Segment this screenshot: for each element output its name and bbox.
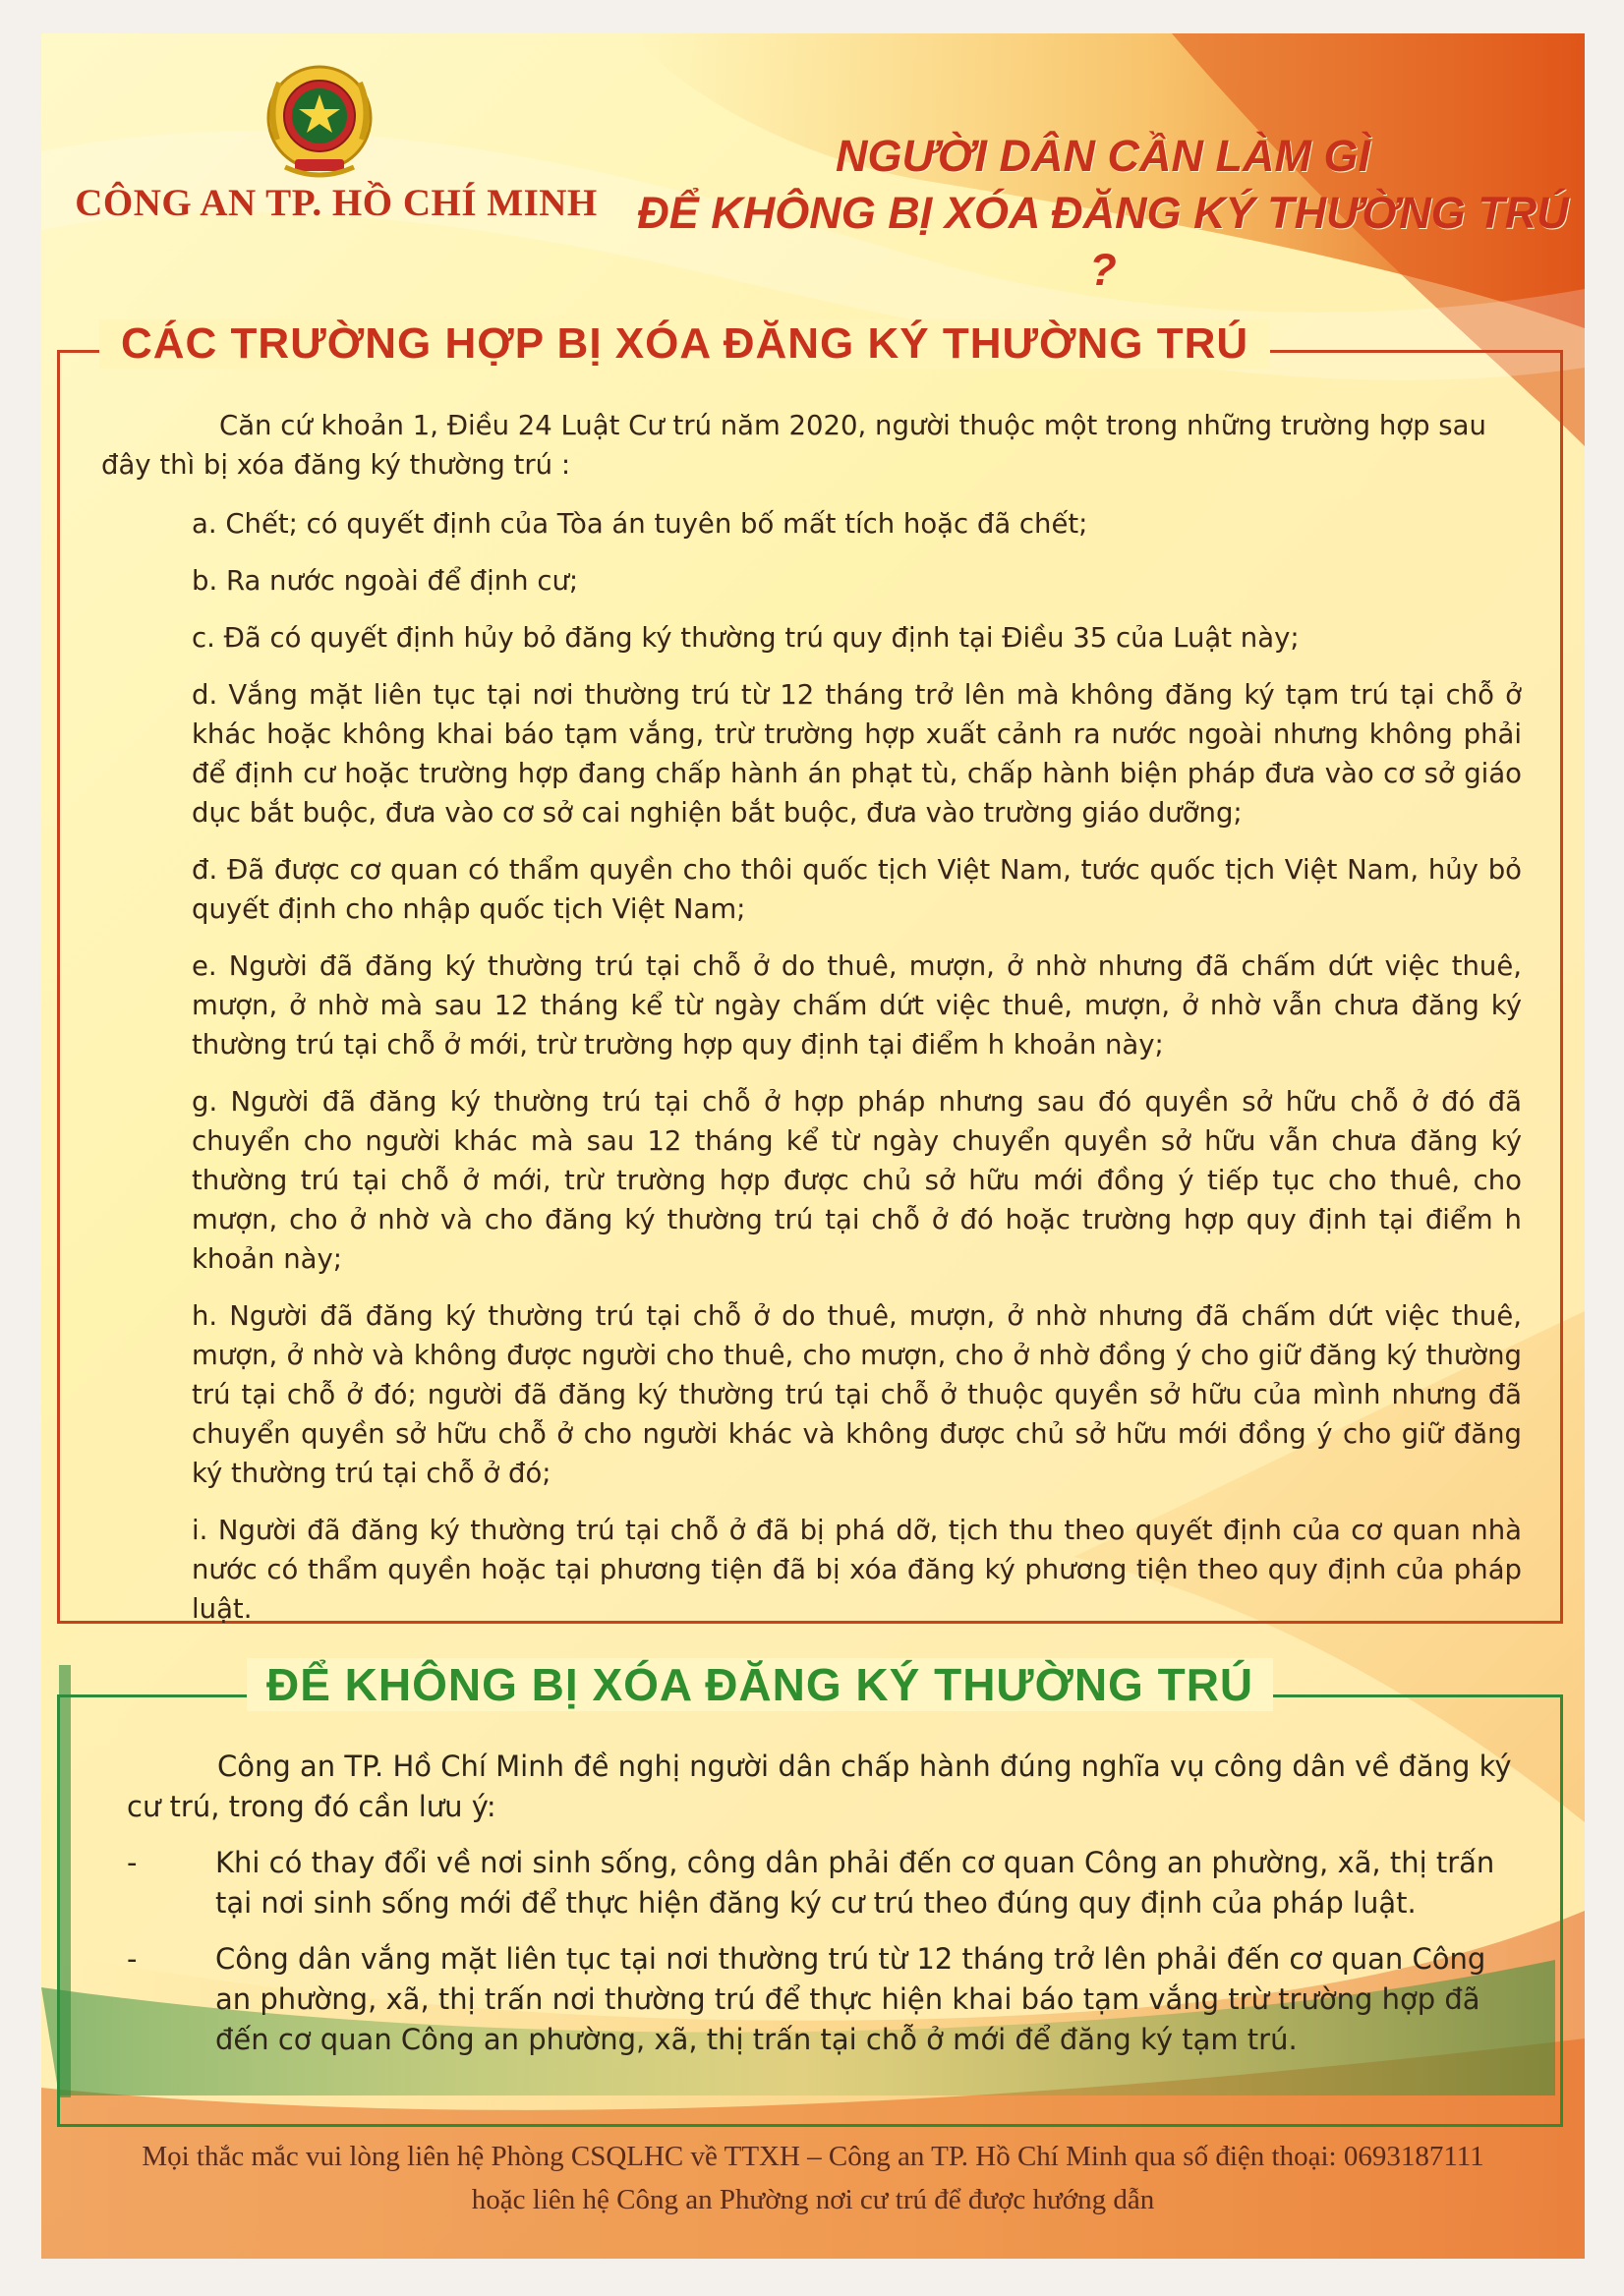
case-item-b: b. Ra nước ngoài để định cư; — [192, 565, 579, 597]
advice-item — [127, 1843, 1528, 1923]
deregistration-cases-section — [57, 319, 1563, 1625]
case-item-e: e. Người đã đăng ký thường trú tại chỗ ở do thuê, mượn, ở nhờ nhưng đã chấm dứt việc thuê, mượn, ở nhờ mà sau 12 tháng kể từ ngày chấm dứt việc thuê, mượn, ở nhờ vẫn chưa đăng ký thường trú tại chỗ ở mới, trừ trường hợp quy định tại điểm h khoản này; — [192, 950, 1522, 1061]
case-item-i: i. Người đã đăng ký thường trú tại chỗ ở đã bị phá dỡ, tịch thu theo quyết định của cơ quan nhà nước có thẩm quyền hoặc tại phương tiện đã bị xóa đăng ký phương tiện theo quy định của pháp luật. — [192, 1515, 1522, 1625]
police-emblem-icon — [256, 61, 383, 183]
section1-intro: Căn cứ khoản 1, Điều 24 Luật Cư trú năm 2020, người thuộc một trong những trường hợp sau đây thì bị xóa đăng ký thường trú : — [101, 410, 1486, 481]
case-item-g: g. Người đã đăng ký thường trú tại chỗ ở hợp pháp nhưng sau đó quyền sở hữu chỗ ở đó đã chuyển cho người khác mà sau 12 tháng kể từ ngày chuyển quyền sở hữu vẫn chưa đăng ký thường trú tại chỗ ở mới, trừ trường hợp được chủ sở hữu mới đồng ý tiếp tục cho thuê, cho mượn, cho ở nhờ và cho đăng ký thường trú tại chỗ ở đó hoặc trường hợp quy định tại điểm h khoản này; — [192, 1086, 1522, 1275]
agency-name: CÔNG AN TP. HỒ CHÍ MINH — [75, 182, 598, 224]
case-item-h: h. Người đã đăng ký thường trú tại chỗ ở do thuê, mượn, ở nhờ nhưng đã chấm dứt việc thuê, mượn, ở nhờ và không được người cho thuê, cho mượn, cho ở nhờ đồng ý cho giữ đăng ký thường trú tại chỗ ở đó; người đã đăng ký thường trú tại chỗ ở thuộc quyền sở hữu của mình nhưng đã chuyển quyền sở hữu chỗ ở cho người khác và không được chủ sở hữu mới đồng ý cho giữ đăng ký thường trú tại chỗ ở đó; — [192, 1300, 1522, 1489]
footer-line-1: Mọi thắc mắc vui lòng liên hệ Phòng CSQLHC về TTXH – Công an TP. Hồ Chí Minh qua số điện thoại: 0693187111 — [142, 2141, 1484, 2172]
case-item-a: a. Chết; có quyết định của Tòa án tuyên bố mất tích hoặc đã chết; — [192, 508, 1088, 540]
footer-line-2: hoặc liên hệ Công an Phường nơi cư trú để được hướng dẫn — [471, 2184, 1155, 2215]
headline-line-2: ĐỂ KHÔNG BỊ XÓA ĐĂNG KÝ THƯỜNG TRÚ ? — [637, 188, 1569, 295]
bullet-dash: - — [127, 1942, 138, 1976]
section1-title: CÁC TRƯỜNG HỢP BỊ XÓA ĐĂNG KÝ THƯỜNG TRÚ — [99, 319, 1270, 369]
headline-line-1: NGƯỜI DÂN CẦN LÀM GÌ — [835, 131, 1371, 181]
case-item-dd: đ. Đã được cơ quan có thẩm quyền cho thôi quốc tịch Việt Nam, tước quốc tịch Việt Nam, hủy bỏ quyết định cho nhập quốc tịch Việt Nam; — [192, 854, 1522, 925]
section2-title: ĐỂ KHÔNG BỊ XÓA ĐĂNG KÝ THƯỜNG TRÚ — [247, 1658, 1273, 1711]
headline — [631, 128, 1575, 299]
section2-intro: Công an TP. Hồ Chí Minh đề nghị người dân chấp hành đúng nghĩa vụ công dân về đăng ký cư trú, trong đó cần lưu ý: — [127, 1750, 1512, 1823]
poster-sheet — [41, 33, 1585, 2259]
case-item-d: d. Vắng mặt liên tục tại nơi thường trú từ 12 tháng trở lên mà không đăng ký tạm trú tại chỗ ở khác hoặc không khai báo tạm vắng, trừ trường hợp xuất cảnh ra nước ngoài nhưng không phải để định cư hoặc trường hợp đang chấp hành án phạt tù, chấp hành biện pháp đưa vào cơ sở giáo dục bắt buộc, đưa vào cơ sở cai nghiện bắt buộc, đưa vào trường giáo dưỡng; — [192, 679, 1522, 829]
advice-text: Công dân vắng mặt liên tục tại nơi thường trú từ 12 tháng trở lên phải đến cơ quan Công an phường, xã, thị trấn nơi thường trú để thực hiện khai báo tạm vắng trừ trường hợp đã đến cơ quan Công an phường, xã, thị trấn tại chỗ ở mới để đăng ký tạm trú. — [215, 1942, 1486, 2056]
contact-footer — [41, 2135, 1585, 2221]
header — [41, 33, 1585, 328]
advice-text: Khi có thay đổi về nơi sinh sống, công dân phải đến cơ quan Công an phường, xã, thị trấn tại nơi sinh sống mới để thực hiện đăng ký cư trú theo đúng quy định của pháp luật. — [215, 1846, 1495, 1920]
prevention-advice-section — [57, 1659, 1563, 2127]
section1-body — [101, 406, 1522, 1646]
advice-item — [127, 1939, 1528, 2060]
bullet-dash: - — [127, 1846, 138, 1879]
section2-body — [127, 1747, 1528, 2076]
case-item-c: c. Đã có quyết định hủy bỏ đăng ký thường trú quy định tại Điều 35 của Luật này; — [192, 622, 1300, 654]
